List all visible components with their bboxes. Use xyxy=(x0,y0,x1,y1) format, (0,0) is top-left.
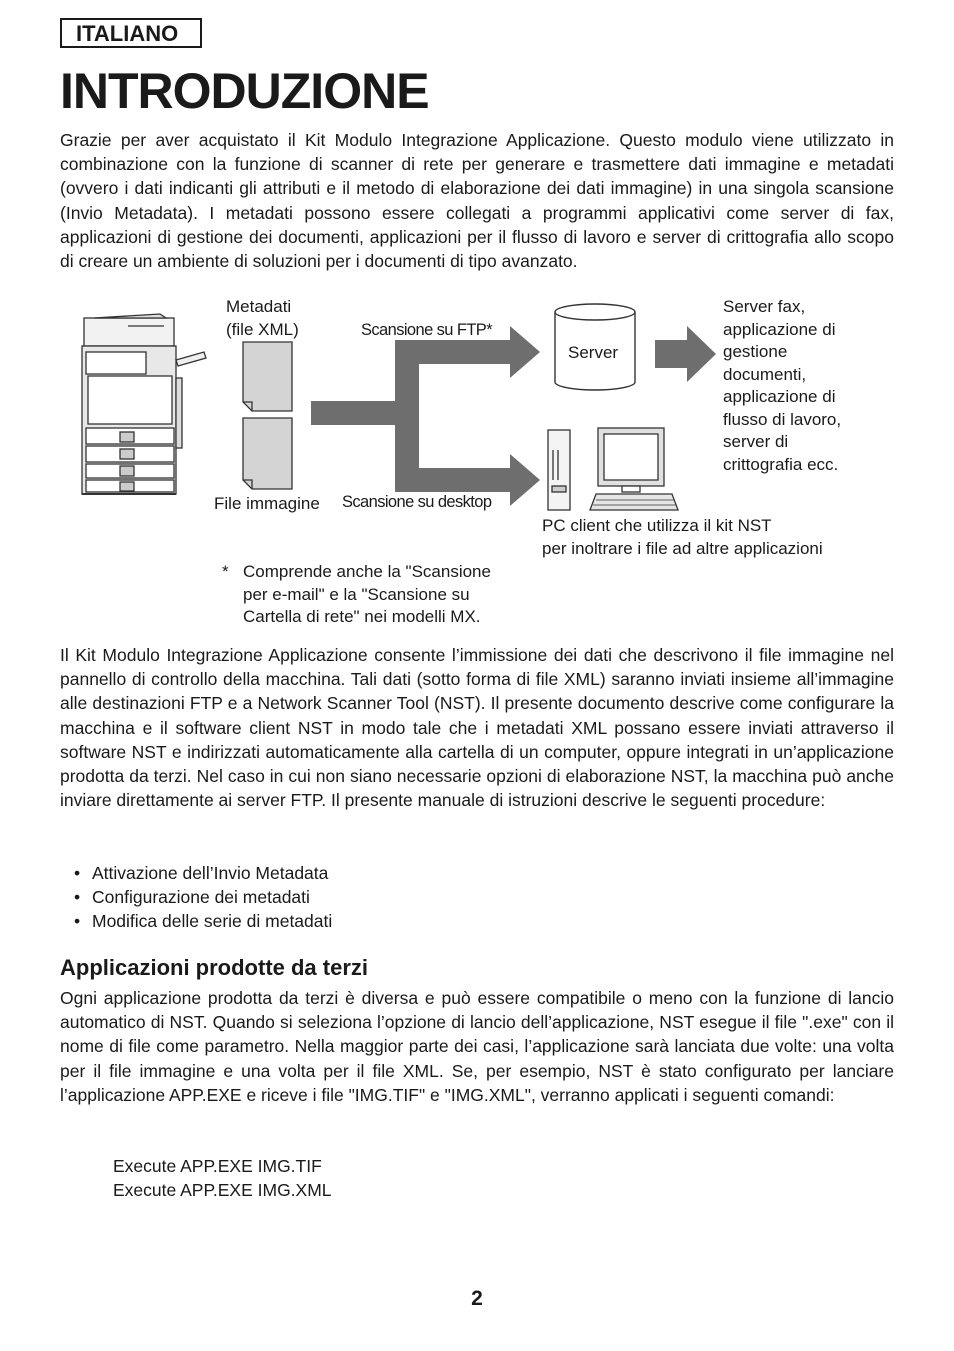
section-paragraph: Ogni applicazione prodotta da terzi è diversa e può essere compatibile o meno con la funzione di lancio automatico di NST. Quando si seleziona l’opzione di lancio dell’applicazione, NST esegue il file ".exe" con il nome di file come parametro. Nella maggior parte dei casi, l’applicazione sarà lanciata due volte: una volta per il file immagine e una volta per il file XML. Se, per esempio, NST è stato configurato per lanciare l’applicazione APP.EXE e riceve i file "IMG.TIF" e "IMG.XML", verranno applicati i seguenti comandi: xyxy=(60,988,894,1105)
intro-paragraph: Grazie per aver acquistato il Kit Modulo Integrazione Applicazione. Questo modulo viene utilizzato in combinazione con la funzione di scanner di rete per generare e trasmettere dati immagine e metadati (ovvero i dati indicanti gli attributi e il metodo di elaborazione dei dati immagine) in una singola scansione (Invio Metadata). I metadati possono essere collegati a programmi applicativi come server di fax, applicazioni di gestione dei documenti, applicazioni per il flusso di lavoro e server di crittografia allo scopo di creare un ambiente di soluzioni per i documenti di tipo avanzato. xyxy=(60,130,894,272)
pc-client-icon xyxy=(548,428,678,510)
list-item: • Configurazione dei metadati xyxy=(74,885,332,909)
server-apps-line: crittografia ecc. xyxy=(723,454,839,474)
pc-client-label xyxy=(542,515,823,560)
server-apps-line: applicazione di xyxy=(723,319,836,339)
server-apps-line: Server fax, xyxy=(723,297,806,316)
command-line: Execute APP.EXE IMG.XML xyxy=(113,1180,332,1200)
printer-icon xyxy=(82,314,206,494)
image-file-label: File immagine xyxy=(214,494,320,513)
server-label: Server xyxy=(568,343,619,362)
ftp-scan-label: Scansione su FTP* xyxy=(361,321,493,339)
footnote-line: Cartella di rete" nei modelli MX. xyxy=(243,607,481,626)
workflow-diagram-graphics xyxy=(0,0,954,560)
pc-client-line1: PC client che utilizza il kit NST xyxy=(542,516,772,535)
list-item: • Attivazione dell’Invio Metadata xyxy=(74,861,332,885)
footnote-line: Comprende anche la "Scansione xyxy=(243,562,491,581)
desktop-scan-label: Scansione su desktop xyxy=(342,493,492,511)
split-arrow xyxy=(311,326,540,506)
pc-client-line2: per inoltrare i file ad altre applicazioni xyxy=(542,538,823,558)
metadata-label xyxy=(226,296,299,341)
server-apps-line: server di xyxy=(723,432,789,451)
server-apps-line: applicazione di xyxy=(723,387,836,406)
language-badge: ITALIANO xyxy=(60,18,202,48)
server-apps-line: gestione xyxy=(723,342,788,361)
image-file-icon xyxy=(243,418,292,489)
server-apps-label xyxy=(723,296,841,476)
metadata-label-line1: Metadati xyxy=(226,297,292,316)
footnote-mark: * xyxy=(222,562,229,581)
footnote-line: per e-mail" e la "Scansione su xyxy=(243,584,470,604)
xml-file-icon xyxy=(243,342,292,411)
procedure-list xyxy=(74,861,332,934)
forward-arrow xyxy=(655,326,716,382)
command-line: Execute APP.EXE IMG.TIF xyxy=(113,1156,322,1176)
server-apps-line: flusso di lavoro, xyxy=(723,409,842,429)
page-number: 2 xyxy=(471,1287,483,1310)
page-title: INTRODUZIONE xyxy=(60,63,429,119)
metadata-label-line2: (file XML) xyxy=(226,319,299,339)
body-paragraph: Il Kit Modulo Integrazione Applicazione consente l’immissione dei dati che descrivono il file immagine nel pannello di controllo della macchina. Tali dati (sotto forma di file XML) saranno inviati insieme all’immagine alle destinazioni FTP e a Network Scanner Tool (NST). Il presente documento descrive come configurare la macchina e il software client NST in modo tale che i metadati XML possano essere inviati attraverso il software NST e indirizzati automaticamente alla cartella di un computer, oppure integrati in un’applicazione prodotta da terzi. Nel caso in cui non siano necessarie opzioni di elaborazione NST, la macchina può anche inviare direttamente ai server FTP. Il presente manuale di istruzioni descrive le seguenti procedure: xyxy=(60,645,894,811)
list-item: • Modifica delle serie di metadati xyxy=(74,909,332,933)
section-heading: Applicazioni prodotte da terzi xyxy=(60,955,369,980)
server-apps-line: documenti, xyxy=(723,364,807,384)
